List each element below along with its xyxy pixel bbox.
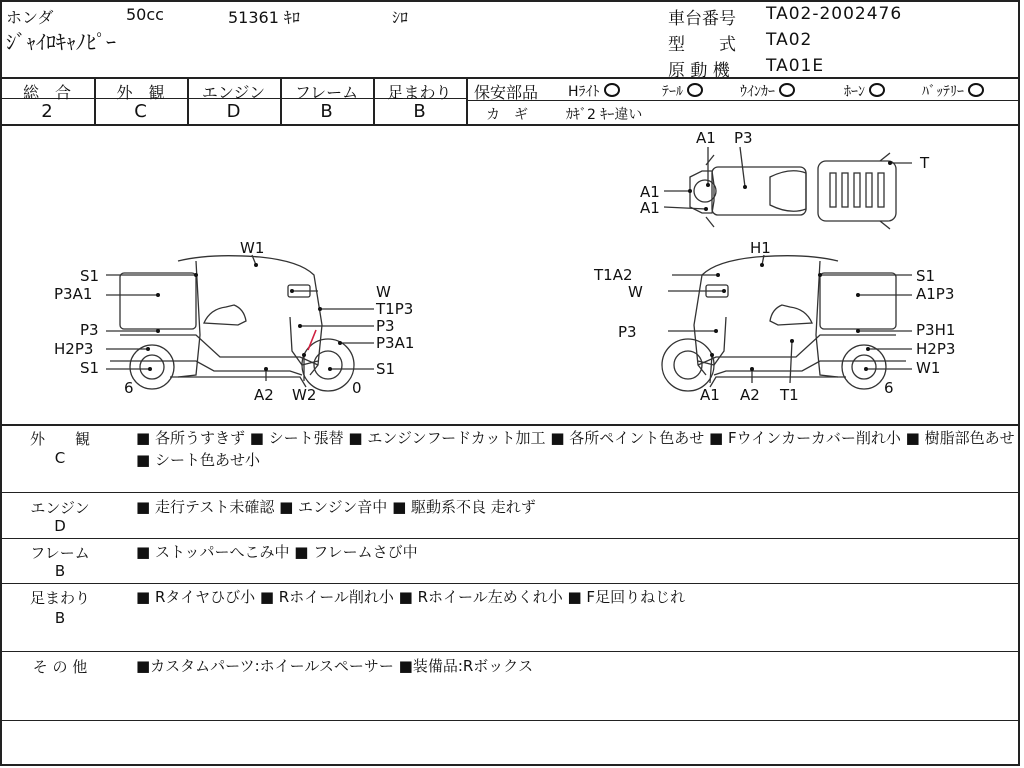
section-text: ■ 走行テスト未確認 ■ エンジン音中 ■ 駆動系不良 走れず bbox=[136, 498, 536, 516]
engine-value: TA01E bbox=[766, 56, 825, 76]
grade-exterior-value: C bbox=[134, 101, 147, 122]
grade-engine-value: D bbox=[226, 101, 241, 122]
divider bbox=[0, 583, 1020, 584]
ok-mark-icon bbox=[968, 83, 984, 97]
section-grade: C bbox=[54, 449, 66, 467]
divider bbox=[466, 77, 468, 125]
damage-label: A1 bbox=[640, 183, 660, 201]
damage-label: A2 bbox=[254, 386, 274, 404]
section-text: ■ 各所うすきず ■ シート張替 ■ エンジンフードカット加工 ■ 各所ペイント色あせ ■ Fウインカーカバー削れ小 ■ 樹脂部色あせ ■ シート色あせ小 bbox=[136, 429, 1015, 469]
section-title: 外 観 bbox=[29, 430, 90, 448]
damage-label: W1 bbox=[916, 359, 941, 377]
damage-label: P3A1 bbox=[376, 334, 415, 352]
damage-label: A1 bbox=[696, 129, 716, 147]
damage-diagram bbox=[0, 125, 1020, 425]
scooter-top-view bbox=[690, 153, 896, 229]
damage-label: A2 bbox=[740, 386, 760, 404]
ok-mark-icon bbox=[779, 83, 795, 97]
safety-item-winker: ｳｲﾝｶｰ bbox=[740, 81, 795, 101]
safety-item-horn: ﾎｰﾝ bbox=[844, 81, 885, 101]
damage-label: S1 bbox=[376, 360, 396, 378]
divider bbox=[0, 77, 1020, 79]
divider bbox=[0, 720, 1020, 721]
damage-label: W2 bbox=[292, 386, 317, 404]
type-value: TA02 bbox=[766, 30, 813, 50]
engine-label: 原 動 機 bbox=[668, 61, 730, 81]
divider bbox=[0, 424, 1020, 426]
grade-suspension-label: 足まわり bbox=[387, 83, 452, 102]
divider bbox=[0, 651, 1020, 652]
damage-label: T1A2 bbox=[594, 266, 633, 284]
divider bbox=[0, 492, 1020, 493]
displacement: 50cc bbox=[126, 5, 164, 24]
damage-label: S1 bbox=[80, 359, 100, 377]
ok-mark-icon bbox=[869, 83, 885, 97]
section-title: エンジン bbox=[30, 499, 90, 517]
damage-label: A1 bbox=[640, 199, 660, 217]
damage-label: S1 bbox=[916, 267, 936, 285]
model-name: ｼﾞｬｲﾛｷｬﾉﾋﾟｰ bbox=[6, 30, 116, 54]
chassis-label: 車台番号 bbox=[668, 9, 736, 29]
damage-label: T1 bbox=[780, 386, 799, 404]
scooter-right-view bbox=[662, 256, 906, 391]
section-text: ■ ストッパーへこみ中 ■ フレームさび中 bbox=[136, 543, 418, 561]
scooter-left-view bbox=[110, 256, 354, 391]
key-label: カ ギ bbox=[486, 107, 528, 123]
grade-engine-label: エンジン bbox=[201, 83, 266, 102]
key-value: ｶｷﾞ2 ｷｰ違い bbox=[566, 107, 643, 123]
damage-label: P3 bbox=[80, 321, 99, 339]
chassis-value: TA02-2002476 bbox=[766, 4, 903, 24]
section-grade: B bbox=[54, 562, 66, 580]
damage-label: H2P3 bbox=[916, 340, 956, 358]
maker: ホンダ bbox=[6, 8, 54, 27]
safety-title: 保安部品 bbox=[474, 83, 539, 102]
ok-mark-icon bbox=[604, 83, 620, 97]
damage-label: 6 bbox=[124, 379, 134, 397]
damage-label: 0 bbox=[352, 379, 362, 397]
grade-exterior-label: 外 観 bbox=[116, 83, 165, 102]
damage-label: H2P3 bbox=[54, 340, 94, 358]
damage-label: P3 bbox=[618, 323, 637, 341]
safety-item-battery: ﾊﾞｯﾃﾘｰ bbox=[922, 81, 984, 101]
section-title: フレーム bbox=[30, 544, 90, 562]
grade-overall-value: 2 bbox=[41, 101, 53, 122]
damage-label: P3A1 bbox=[54, 285, 93, 303]
type-label: 型 式 bbox=[668, 35, 736, 55]
damage-label: P3 bbox=[376, 317, 395, 335]
color: ｼﾛ bbox=[392, 8, 409, 27]
damage-label: W1 bbox=[240, 239, 265, 257]
damage-label: W bbox=[376, 283, 391, 301]
damage-label: A1 bbox=[700, 386, 720, 404]
safety-item-taillight: ﾃｰﾙ bbox=[662, 81, 703, 101]
section-grade: B bbox=[54, 609, 66, 627]
damage-label: T bbox=[920, 154, 930, 172]
ok-mark-icon bbox=[687, 83, 703, 97]
section-title: そ の 他 bbox=[32, 658, 88, 676]
damage-label: W bbox=[628, 283, 643, 301]
section-text: ■カスタムパーツ:ホイールスペーサー ■装備品:Rボックス bbox=[136, 657, 534, 675]
damage-label: 6 bbox=[884, 379, 894, 397]
mileage: 51361 ｷﾛ bbox=[228, 8, 300, 27]
divider bbox=[0, 538, 1020, 539]
grade-suspension-value: B bbox=[413, 101, 426, 122]
section-text: ■ Rタイヤひび小 ■ Rホイール削れ小 ■ Rホイール左めくれ小 ■ F足回りねじれ bbox=[136, 588, 686, 606]
safety-item-headlight: Hﾗｲﾄ bbox=[568, 81, 620, 101]
damage-label: S1 bbox=[80, 267, 100, 285]
damage-label: H1 bbox=[750, 239, 771, 257]
grade-frame-label: フレーム bbox=[294, 83, 359, 102]
damage-label: T1P3 bbox=[376, 300, 414, 318]
damage-label: P3 bbox=[734, 129, 753, 147]
grade-overall-label: 総 合 bbox=[22, 83, 71, 102]
grade-frame-value: B bbox=[320, 101, 333, 122]
section-grade: D bbox=[54, 517, 66, 535]
damage-label: A1P3 bbox=[916, 285, 955, 303]
section-title: 足まわり bbox=[29, 589, 90, 607]
damage-label: P3H1 bbox=[916, 321, 956, 339]
